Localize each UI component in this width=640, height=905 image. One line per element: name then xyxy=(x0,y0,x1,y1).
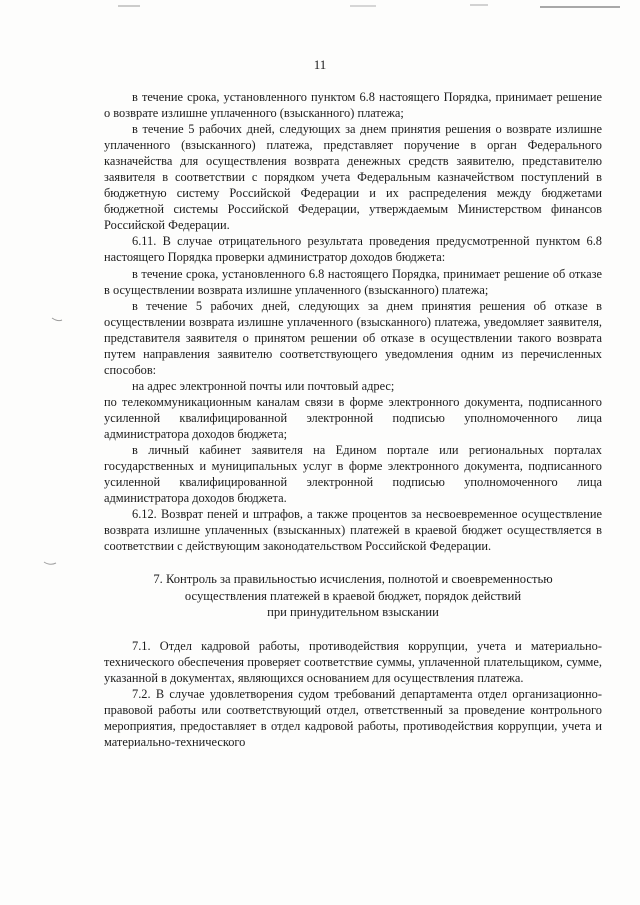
paragraph: в течение срока, установленного 6.8 настоящего Порядка, принимает решение об отказе в осуществлении возврата излишне уплаченного (взысканного) платежа; xyxy=(104,266,602,297)
section-heading-line: при принудительном взыскании xyxy=(267,605,439,620)
paragraph: в течение 5 рабочих дней, следующих за днем принятия решения об отказе в осуществлении возврата излишне уплаченного (взысканного) платежа, уведомляет заявителя, представителя заявителя о принятом решении об отказе в осуществлении такого возврата путем направления заявителю соответствующего уведомления одним из перечисленных способов: xyxy=(104,298,602,377)
paragraph: 7.1. Отдел кадровой работы, противодействия коррупции, учета и материально-технического обеспечения проверяет соответствие суммы, уплаченной плательщиком, сумме, указанной в документах, являющихся основанием для осуществления платежа. xyxy=(104,638,602,685)
document-body xyxy=(104,89,602,750)
paragraph: в течение срока, установленного пунктом 6.8 настоящего Порядка, принимает решение о возврате излишне уплаченного (взысканного) платежа; xyxy=(104,90,602,121)
paragraph: 6.12. Возврат пеней и штрафов, а также процентов за несвоевременное осуществление возврата излишне уплаченных (взысканных) платежей в краевой бюджет осуществляется в соответствии с действующим законодательством Российской Федерации. xyxy=(104,507,602,554)
paragraph: в личный кабинет заявителя на Едином портале или региональных порталах государственных и муниципальных услуг в форме электронного документа, подписанного усиленной квалифицированной электронной подписью уполномоченного лица администратора доходов бюджета. xyxy=(104,443,602,506)
paragraph: 6.11. В случае отрицательного результата проведения предусмотренной пунктом 6.8 настоящего Порядка проверки администратор доходов бюджета: xyxy=(104,234,602,265)
section-heading xyxy=(104,571,602,621)
paragraph: по телекоммуникационным каналам связи в форме электронного документа, подписанного усиленной квалифицированной электронной подписью уполномоченного лица администратора доходов бюджета; xyxy=(104,394,602,441)
page-number: 11 xyxy=(313,57,327,72)
section-heading-line: осуществления платежей в краевой бюджет, порядок действий xyxy=(184,588,522,603)
section-heading-line: 7. Контроль за правильностью исчисления, полнотой и своевременностью xyxy=(153,572,553,587)
paragraph: на адрес электронной почты или почтовый адрес; xyxy=(132,378,395,393)
paragraph: в течение 5 рабочих дней, следующих за днем принятия решения о возврате излишне уплаченного (взысканного) платежа, представляет поручение в орган Федерального казначейства для осуществления возврата денежных средств заявителю, представителю заявителя в соответствии с порядком учета Федеральным казначейством поступлений в бюджетную систему Российской Федерации и их распределения между бюджетами бюджетной системы Российской Федерации, утверждаемым Министерством финансов Российской Федерации. xyxy=(104,122,602,233)
paragraph: 7.2. В случае удовлетворения судом требований департамента отдел организационно-правовой работы или соответствующий отдел, ответственный за проведение контрольного мероприятия, предоставляет в отдел кадровой работы, противодействия коррупции, учета и материально-технического xyxy=(104,687,602,750)
